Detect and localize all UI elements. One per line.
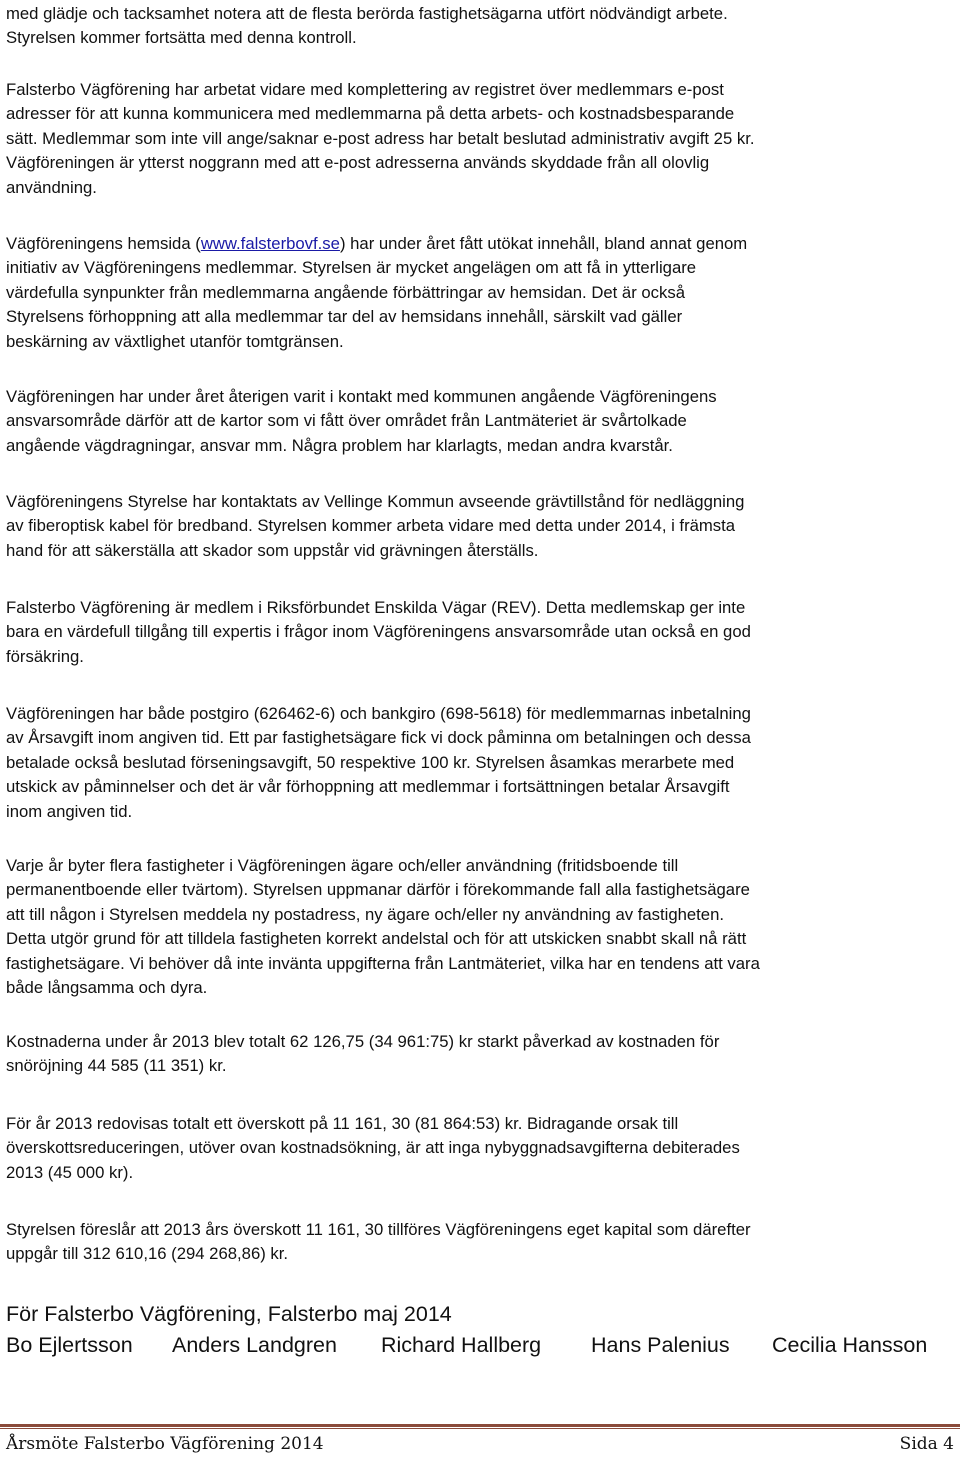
paragraph: Kostnaderna under år 2013 blev totalt 62 126,75 (34 961:75) kr starkt påverkad av kostnaden för snöröjning 44 585 (11 351) kr. [6,1032,720,1076]
paragraph: För år 2013 redovisas totalt ett överskott på 11 161, 30 (81 864:53) kr. Bidragande orsak till överskottsreduceringen, utöver ovan kostnadsökning, är att inga nybyggnadsavgifterna debiterades 2013 (45 000 kr). [6,1114,740,1182]
signature-title: För Falsterbo Vägförening, Falsterbo maj 2014 [6,1302,452,1326]
signatory-name: Hans Palenius [591,1333,730,1357]
page-number: Sida 4 [899,1434,954,1454]
paragraph: Vägföreningens Styrelse har kontaktats av Vellinge Kommun avseende grävtillstånd för nedläggning av fiberoptisk kabel för bredband. Styrelsen kommer arbeta vidare med detta under 2014, i främsta hand för att säkerställa att skador som uppstår vid grävningen återställs. [6,492,745,560]
footer-divider [0,1428,960,1429]
paragraph: med glädje och tacksamhet notera att de flesta berörda fastighetsägarna utfört nödvändigt arbete. Styrelsen kommer fortsätta med denna kontroll. [6,4,728,48]
website-link[interactable]: www.falsterbovf.se [200,234,340,253]
paragraph: Varje år byter flera fastigheter i Vägföreningen ägare och/eller användning (fritidsboende till permanentboende eller tvärtom). Styrelsen uppmanar därför i förekommande fall alla fastighetsägare att till någon i Styrelsen meddela ny postadress, ny ägare och/eller ny användning av fastigheten. Detta utgör grund för att tilldela fastigheten korrekt andelstal och för att utskicken snabbt skall nå rätt fastighetsägare. Vi behöver då inte invänta uppgifterna från Lantmäteriet, vilka har en tendens att vara både långsamma och dyra. [6,856,760,998]
footer-divider [0,1424,960,1427]
text: Vägföreningens hemsida ( [6,234,201,253]
signatory-name: Anders Landgren [172,1333,337,1357]
paragraph: Falsterbo Vägförening har arbetat vidare med komplettering av registret över medlemmars e-post adresser för att kunna kommunicera med medlemmarna på detta arbets- och kostnadsbesparande sätt. Medlemmar som inte vill ange/saknar e-post adress har betalt beslutad administrativ avgift 25 kr. Vägföreningen är ytterst noggrann med att e-post adresserna används skyddade från all olovlig användning. [6,80,755,197]
paragraph: Vägföreningen har både postgiro (626462-6) och bankgiro (698-5618) för medlemmarnas inbetalning av Årsavgift inom angiven tid. Ett par fastighetsägare fick vi dock påminna om betalningen och dessa betalade också beslutad förseningsavgift, 50 respektive 100 kr. Styrelsen åsamkas merarbete med utskick av påminnelser och det är vår förhoppning att medlemmar i fortsättningen betalar Årsavgift inom angiven tid. [6,704,751,821]
signatory-name: Cecilia Hansson [772,1333,928,1357]
signatory-name: Richard Hallberg [381,1333,542,1357]
footer-title: Årsmöte Falsterbo Vägförening 2014 [6,1434,324,1454]
paragraph: Styrelsen föreslår att 2013 års överskott 11 161, 30 tillföres Vägföreningens eget kapital som därefter uppgår till 312 610,16 (294 268,86) kr. [6,1220,751,1264]
paragraph: Falsterbo Vägförening är medlem i Riksförbundet Enskilda Vägar (REV). Detta medlemskap ger inte bara en värdefull tillgång till expertis i frågor inom Vägföreningens ansvarsområde utan också en god försäkring. [6,598,751,666]
text: ) har under året fått utökat innehåll, bland annat genom initiativ av Vägföreningens medlemmar. Styrelsen är mycket angelägen om att få in ytterligare värdefulla synpunkter från medlemmarna angående förbättringar av hemsidan. Det är också Styrelsens förhoppning att alla medlemmar tar del av hemsidans innehåll, särskilt vad gäller beskärning av växtlighet utanför tomtgränsen. [6,234,748,351]
signatory-name: Bo Ejlertsson [6,1333,133,1357]
paragraph: Vägföreningen har under året återigen varit i kontakt med kommunen angående Vägföreningens ansvarsområde därför att de kartor som vi fått över området från Lantmäteriet är svårtolkade angående vägdragningar, ansvar mm. Några problem har klarlagts, medan andra kvarstår. [6,387,717,455]
paragraph [6,232,747,354]
